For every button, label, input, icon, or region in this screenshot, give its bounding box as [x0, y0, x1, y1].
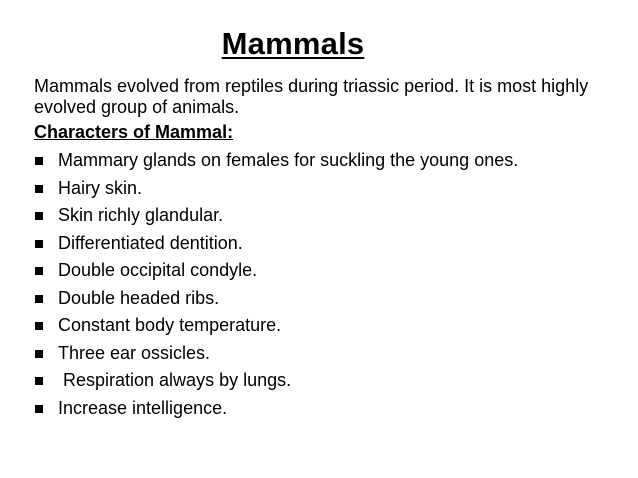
list-item-text: Differentiated dentition.: [58, 232, 243, 253]
list-item-text: Increase intelligence.: [58, 397, 228, 418]
list-item-text: Double headed ribs.: [58, 287, 220, 308]
list-item-text: Mammary glands on females for suckling the young ones.: [58, 150, 519, 170]
square-bullet-icon: [35, 157, 43, 165]
list-item-text: Respiration always by lungs.: [58, 370, 292, 390]
slide-content: [34, 76, 624, 422]
list-item: [34, 175, 624, 203]
characters-heading: Characters of Mammal:: [34, 122, 234, 142]
list-item-text: Constant body temperature.: [58, 315, 282, 335]
list-item: [34, 340, 624, 368]
square-bullet-icon: [35, 295, 43, 303]
list-item: [34, 367, 624, 395]
characters-list: [34, 147, 624, 422]
square-bullet-icon: [35, 185, 43, 193]
square-bullet-icon: [35, 322, 43, 330]
list-item: [34, 230, 624, 258]
square-bullet-icon: [35, 267, 43, 275]
list-item: [34, 395, 624, 423]
list-item-text: Double occipital condyle.: [58, 260, 258, 280]
square-bullet-icon: [35, 240, 43, 248]
list-item-text: Hairy skin.: [58, 177, 143, 198]
list-item: [34, 285, 624, 313]
list-item-text: Three ear ossicles.: [58, 342, 211, 363]
square-bullet-icon: [35, 212, 43, 220]
list-item: [34, 312, 624, 340]
list-item: [34, 202, 624, 230]
square-bullet-icon: [35, 405, 43, 413]
intro-paragraph: Mammals evolved from reptiles during triassic period. It is most highly evolved group of animals.: [34, 76, 589, 117]
list-item-text: Skin richly glandular.: [58, 205, 224, 225]
square-bullet-icon: [35, 350, 43, 358]
square-bullet-icon: [35, 377, 43, 385]
page-title: Mammals: [221, 26, 365, 61]
list-item: [34, 147, 624, 175]
list-item: [34, 257, 624, 285]
